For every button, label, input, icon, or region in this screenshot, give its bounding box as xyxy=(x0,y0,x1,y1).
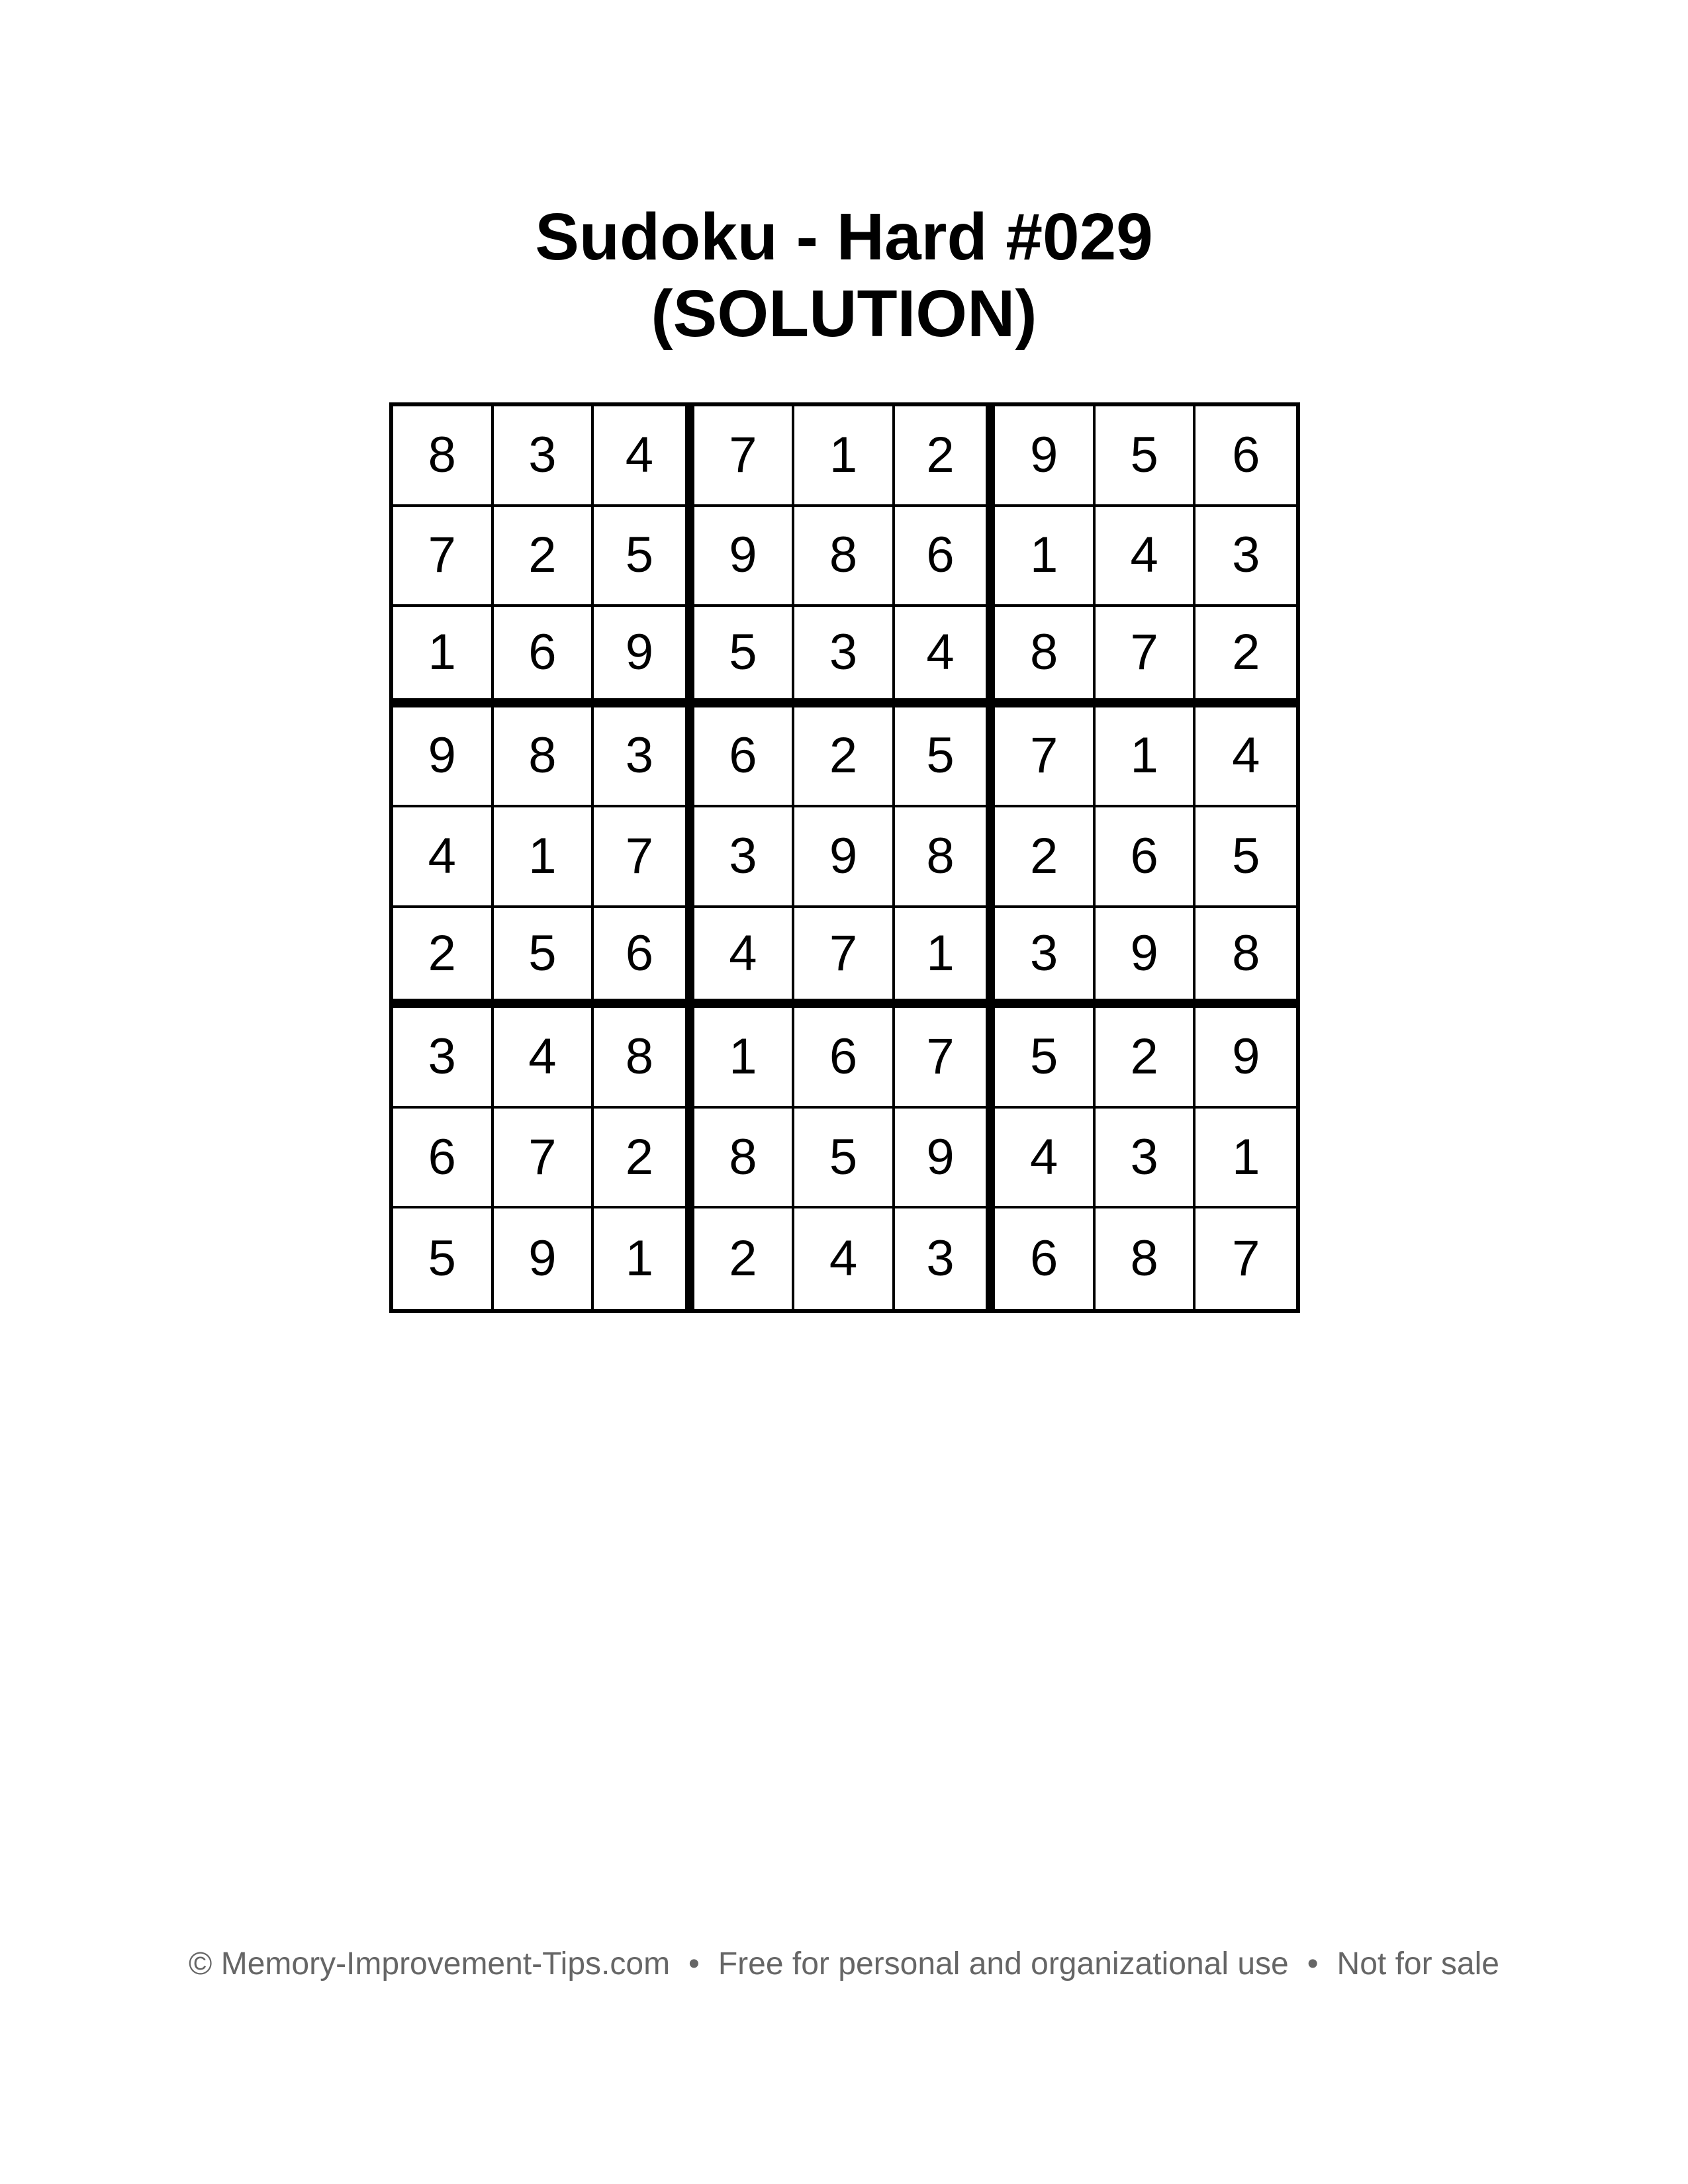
sudoku-cell-r1-c6: 2 xyxy=(895,406,996,507)
sudoku-cell-r8-c7: 4 xyxy=(995,1109,1096,1209)
sudoku-cell-r5-c7: 2 xyxy=(995,807,1096,908)
sudoku-cell-r6-c4: 4 xyxy=(694,908,795,1009)
sudoku-cell-r3-c7: 8 xyxy=(995,607,1096,707)
sudoku-cell-r8-c9: 1 xyxy=(1196,1109,1296,1209)
sudoku-cell-r2-c7: 1 xyxy=(995,507,1096,608)
sudoku-cell-r2-c4: 9 xyxy=(694,507,795,608)
sudoku-grid xyxy=(389,402,1300,1313)
sudoku-cell-r6-c9: 8 xyxy=(1196,908,1296,1009)
sudoku-cell-r2-c3: 5 xyxy=(594,507,694,608)
sudoku-cell-r1-c4: 7 xyxy=(694,406,795,507)
sudoku-cell-r1-c2: 3 xyxy=(494,406,594,507)
sudoku-cell-r4-c3: 3 xyxy=(594,707,694,808)
sudoku-cell-r3-c3: 9 xyxy=(594,607,694,707)
sudoku-cell-r6-c3: 6 xyxy=(594,908,694,1009)
sudoku-cell-r4-c2: 8 xyxy=(494,707,594,808)
sudoku-cell-r8-c5: 5 xyxy=(794,1109,895,1209)
sudoku-cell-r1-c9: 6 xyxy=(1196,406,1296,507)
sudoku-cell-r1-c3: 4 xyxy=(594,406,694,507)
sudoku-cell-r6-c7: 3 xyxy=(995,908,1096,1009)
title-line-2: (SOLUTION) xyxy=(651,277,1037,351)
sudoku-cell-r3-c8: 7 xyxy=(1096,607,1196,707)
sudoku-cell-r5-c1: 4 xyxy=(393,807,494,908)
sudoku-cell-r3-c5: 3 xyxy=(794,607,895,707)
sudoku-cell-r3-c4: 5 xyxy=(694,607,795,707)
sudoku-cell-r7-c6: 7 xyxy=(895,1008,996,1109)
sudoku-cell-r7-c3: 8 xyxy=(594,1008,694,1109)
sudoku-cell-r9-c3: 1 xyxy=(594,1208,694,1309)
footer-separator-2: • xyxy=(1307,1946,1319,1981)
sudoku-cell-r3-c6: 4 xyxy=(895,607,996,707)
footer-sale: Not for sale xyxy=(1336,1946,1499,1981)
sudoku-cell-r4-c7: 7 xyxy=(995,707,1096,808)
sudoku-cell-r3-c9: 2 xyxy=(1196,607,1296,707)
sudoku-cell-r4-c9: 4 xyxy=(1196,707,1296,808)
sudoku-cell-r9-c9: 7 xyxy=(1232,1230,1260,1287)
footer-usage: Free for personal and organizational use xyxy=(718,1946,1289,1981)
sudoku-cell-r2-c9: 3 xyxy=(1196,507,1296,608)
sudoku-cell-r2-c8: 4 xyxy=(1096,507,1196,608)
sudoku-cell-r9-c2: 9 xyxy=(494,1208,594,1309)
sudoku-cell-r9-c5: 4 xyxy=(794,1208,895,1309)
sudoku-cell-r8-c8: 3 xyxy=(1096,1109,1196,1209)
footer-separator-1: • xyxy=(688,1946,700,1981)
sudoku-cell-r1-c1: 8 xyxy=(393,406,494,507)
sudoku-cell-r4-c1: 9 xyxy=(393,707,494,808)
sudoku-cell-r5-c6: 8 xyxy=(895,807,996,908)
sudoku-cell-r4-c4: 6 xyxy=(694,707,795,808)
sudoku-cell-r6-c6: 1 xyxy=(895,908,996,1009)
sudoku-cell-r5-c5: 9 xyxy=(794,807,895,908)
sudoku-cell-r6-c2: 5 xyxy=(494,908,594,1009)
sudoku-cell-r8-c1: 6 xyxy=(393,1109,494,1209)
sudoku-cell-r6-c8: 9 xyxy=(1096,908,1196,1009)
sudoku-cell-r6-c1: 2 xyxy=(393,908,494,1009)
sudoku-cell-r7-c9: 9 xyxy=(1196,1008,1296,1109)
sudoku-cell-r7-c2: 4 xyxy=(494,1008,594,1109)
page-title xyxy=(0,199,1688,352)
sudoku-cell-r2-c6: 6 xyxy=(895,507,996,608)
sudoku-cell-r1-c7: 9 xyxy=(995,406,1096,507)
sudoku-cell-r8-c4: 8 xyxy=(694,1109,795,1209)
sudoku-cell-r3-c1: 1 xyxy=(393,607,494,707)
sudoku-cell-r9-c1: 5 xyxy=(393,1208,494,1309)
sudoku-cell-r1-c5: 1 xyxy=(794,406,895,507)
sudoku-cell-r2-c5: 8 xyxy=(794,507,895,608)
sudoku-cell-r8-c6: 9 xyxy=(895,1109,996,1209)
sudoku-cell-r5-c4: 3 xyxy=(694,807,795,908)
sudoku-cell-r8-c2: 7 xyxy=(494,1109,594,1209)
sudoku-cell-r6-c5: 7 xyxy=(794,908,895,1009)
footer xyxy=(0,1946,1688,1982)
sudoku-cell-r9-c4: 2 xyxy=(694,1208,795,1309)
sudoku-cell-r5-c2: 1 xyxy=(494,807,594,908)
sudoku-cell-r5-c9: 5 xyxy=(1196,807,1296,908)
sudoku-cell-r9-c6: 3 xyxy=(895,1208,996,1309)
sudoku-cell-r2-c2: 2 xyxy=(494,507,594,608)
sudoku-cell-r7-c7: 5 xyxy=(995,1008,1096,1109)
sudoku-cell-r8-c3: 2 xyxy=(594,1109,694,1209)
sudoku-cell-r1-c8: 5 xyxy=(1096,406,1196,507)
sudoku-cell-r7-c8: 2 xyxy=(1096,1008,1196,1109)
sudoku-cell-r7-c5: 6 xyxy=(794,1008,895,1109)
sudoku-cell-r7-c4: 1 xyxy=(694,1008,795,1109)
sudoku-cell-r2-c1: 7 xyxy=(393,507,494,608)
sudoku-cell-r5-c3: 7 xyxy=(594,807,694,908)
sudoku-cell-r9-c8: 8 xyxy=(1096,1208,1196,1309)
sudoku-cell-r4-c5: 2 xyxy=(794,707,895,808)
footer-copyright: © Memory-Improvement-Tips.com xyxy=(189,1946,671,1981)
sudoku-cell-r4-c6: 5 xyxy=(895,707,996,808)
sudoku-cell-r4-c8: 1 xyxy=(1096,707,1196,808)
sudoku-cell-r5-c8: 6 xyxy=(1096,807,1196,908)
sudoku-cell-r7-c1: 3 xyxy=(393,1008,494,1109)
sudoku-cell-r3-c2: 6 xyxy=(494,607,594,707)
title-line-1: Sudoku - Hard #029 xyxy=(535,200,1153,274)
sudoku-cell-r9-c7: 6 xyxy=(995,1208,1096,1309)
